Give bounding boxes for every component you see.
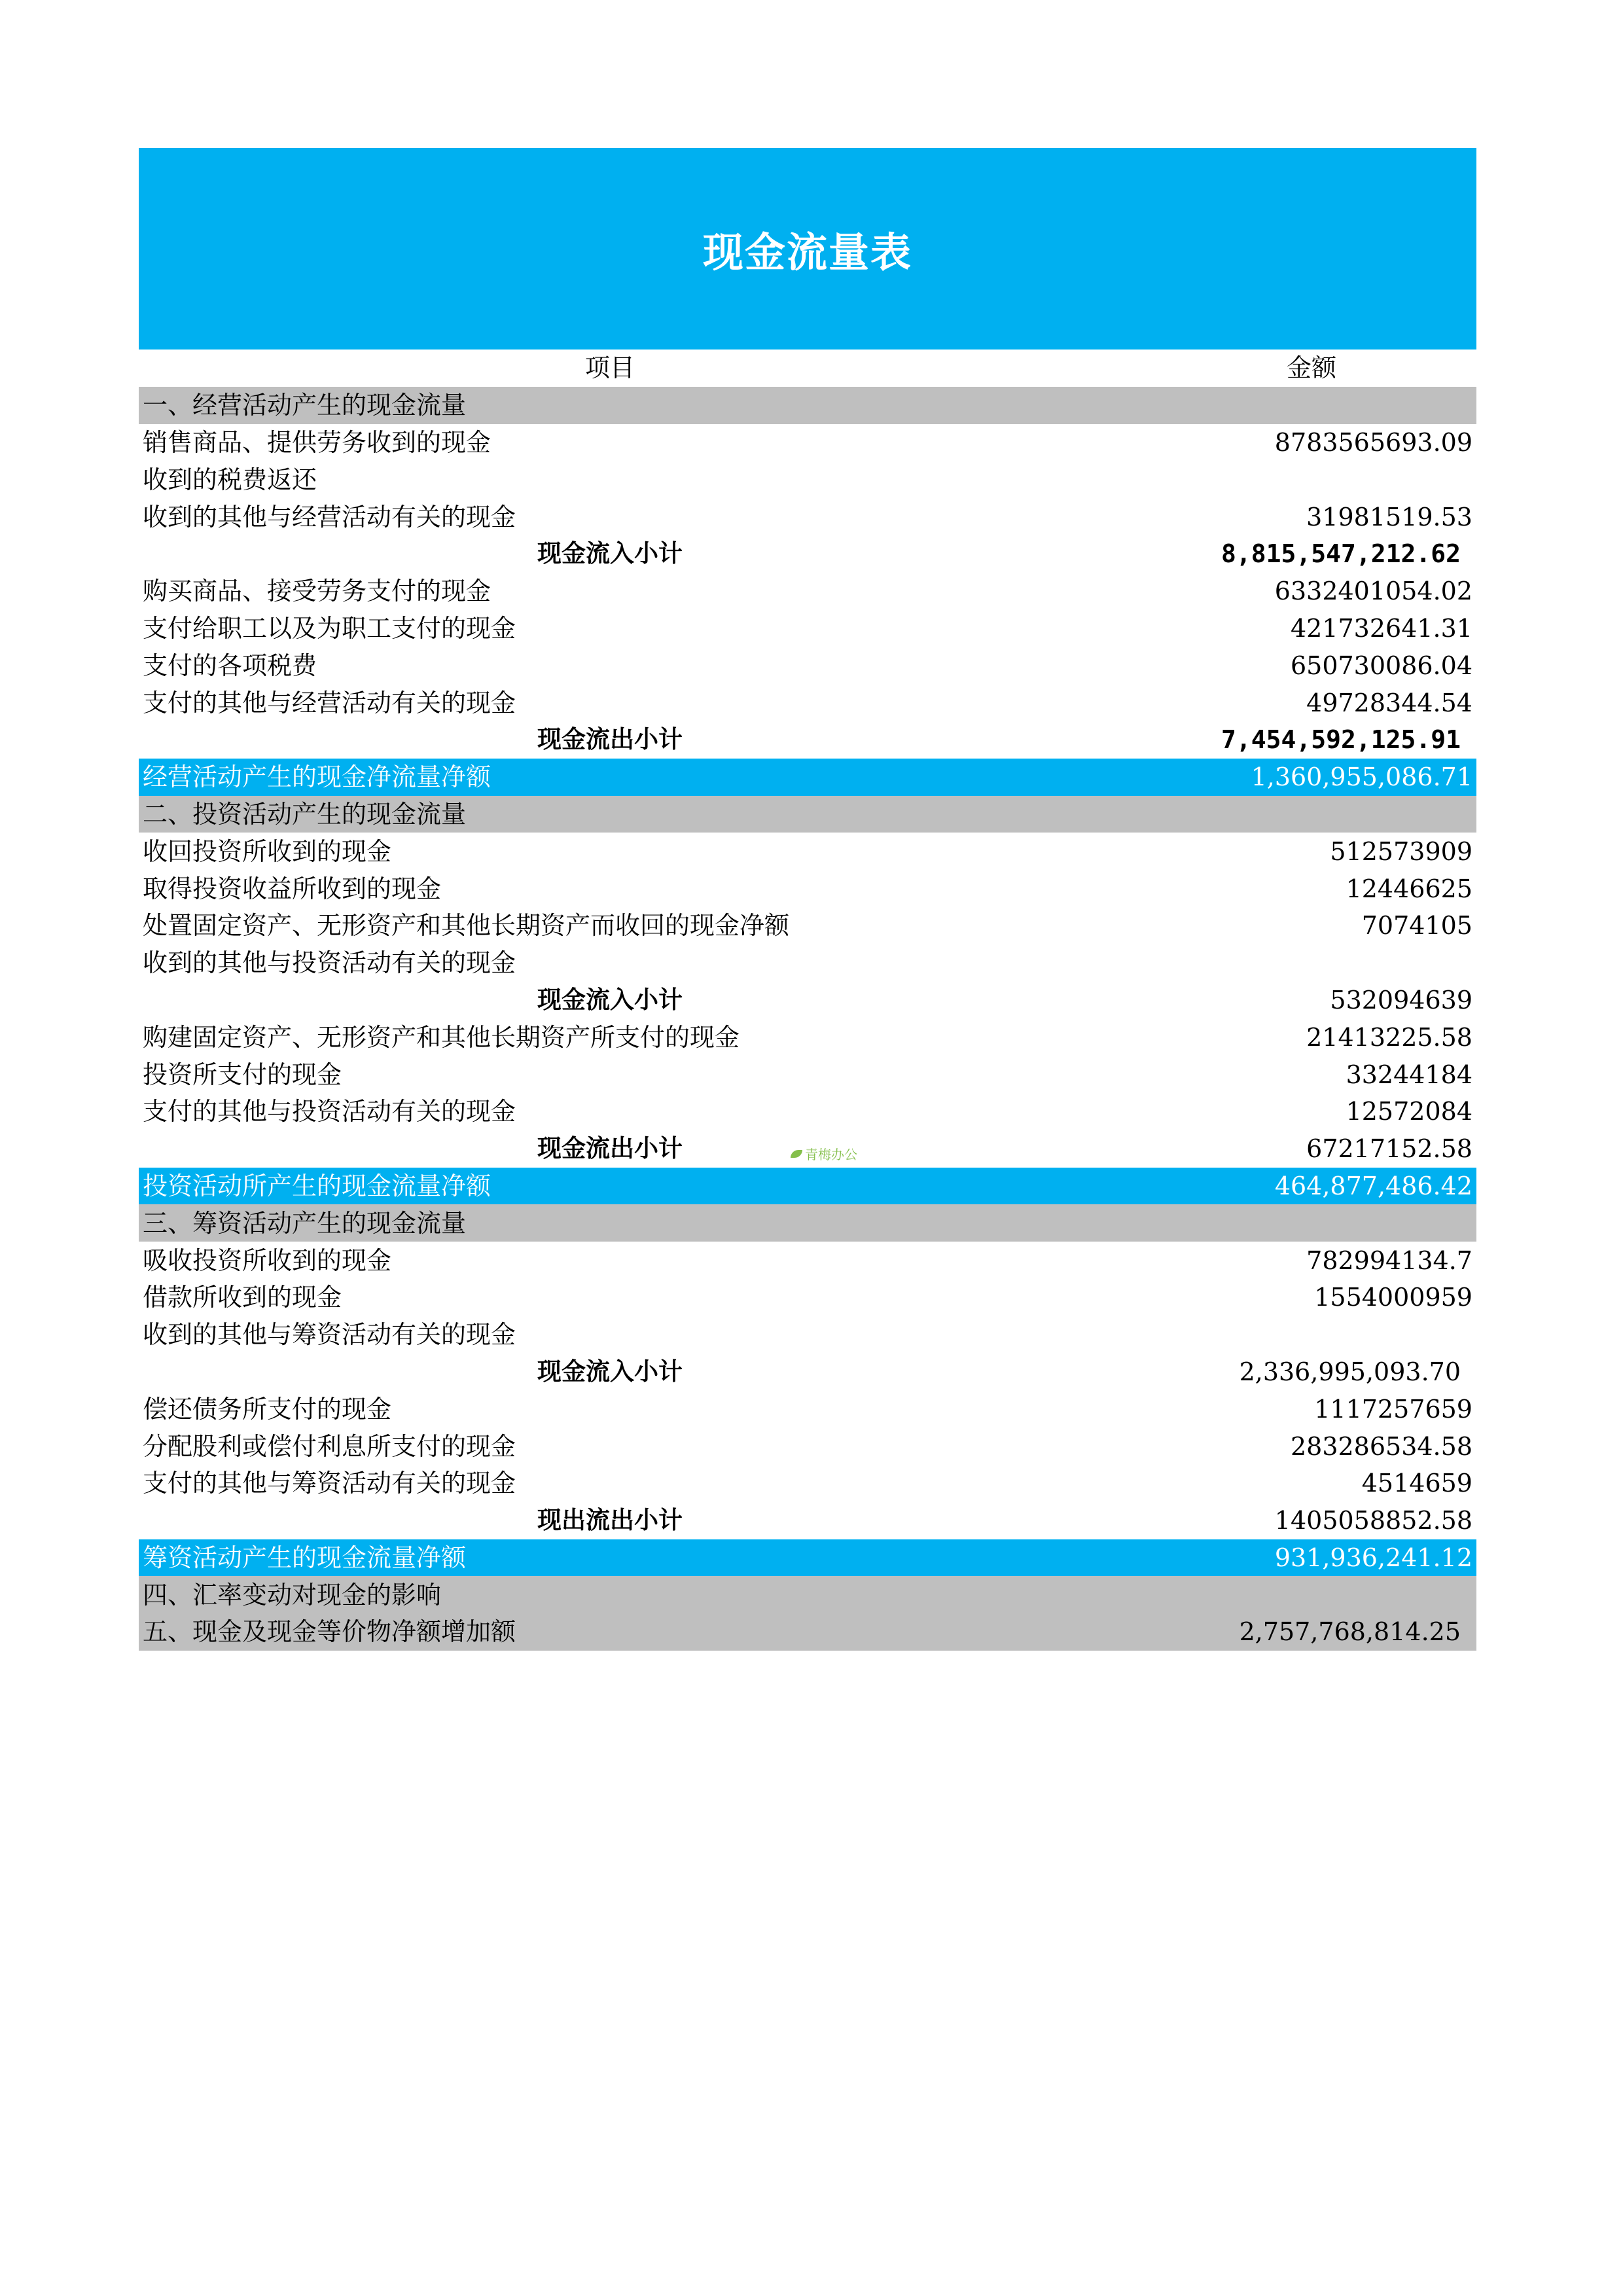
row-label: 支付的各项税费 — [143, 651, 317, 680]
table-header — [139, 350, 1476, 387]
row-value: 464,877,486.42 — [1274, 1171, 1472, 1200]
row-label: 三、筹资活动产生的现金流量 — [143, 1208, 467, 1238]
row-label: 筹资活动产生的现金流量净额 — [143, 1543, 467, 1572]
cash-flow-sheet — [139, 148, 1476, 1651]
subtotal-row — [139, 982, 1476, 1019]
table-row — [139, 1390, 1476, 1427]
row-value: 33244184 — [1346, 1060, 1472, 1089]
row-label: 经营活动产生的现金净流量净额 — [143, 762, 491, 792]
table-row — [139, 1279, 1476, 1316]
row-label: 收到的税费返还 — [143, 465, 317, 494]
table-row — [139, 498, 1476, 535]
row-value: 650730086.04 — [1290, 651, 1472, 680]
row-value: 2,336,995,093.70 — [1239, 1357, 1461, 1386]
row-value: 512573909 — [1330, 836, 1472, 866]
section-row — [139, 1613, 1476, 1651]
row-value: 1117257659 — [1314, 1394, 1472, 1424]
table-row — [139, 1018, 1476, 1056]
row-label: 现金流入小计 — [537, 985, 683, 1014]
row-label: 处置固定资产、无形资产和其他长期资产而收回的现金净额 — [143, 911, 790, 941]
row-label: 投资所支付的现金 — [143, 1060, 342, 1089]
header-item: 项目 — [584, 353, 635, 383]
row-label: 二、投资活动产生的现金流量 — [143, 799, 467, 829]
table-row — [139, 424, 1476, 461]
row-label: 支付的其他与投资活动有关的现金 — [143, 1097, 516, 1126]
row-label: 吸收投资所收到的现金 — [143, 1246, 392, 1275]
leaf-icon — [791, 1150, 802, 1158]
table-row — [139, 573, 1476, 610]
row-value: 12572084 — [1346, 1097, 1472, 1126]
row-label: 支付的其他与经营活动有关的现金 — [143, 688, 516, 717]
row-label: 购买商品、接受劳务支付的现金 — [143, 577, 491, 606]
table-row — [139, 1093, 1476, 1130]
table-row — [139, 684, 1476, 721]
table-row — [139, 647, 1476, 684]
table-row — [139, 870, 1476, 907]
row-label: 现出流出小计 — [537, 1506, 683, 1535]
row-label: 支付的其他与筹资活动有关的现金 — [143, 1469, 516, 1498]
row-label: 四、汇率变动对现金的影响 — [143, 1580, 442, 1609]
row-label: 现金流出小计 — [537, 1134, 683, 1163]
row-value: 1554000959 — [1314, 1283, 1472, 1312]
row-value: 6332401054.02 — [1274, 577, 1472, 606]
net-total-row — [139, 1539, 1476, 1577]
row-value: 421732641.31 — [1290, 613, 1472, 643]
row-value: 49728344.54 — [1306, 688, 1472, 717]
row-label: 偿还债务所支付的现金 — [143, 1394, 392, 1424]
table-row — [139, 944, 1476, 982]
header-amount: 金额 — [1286, 353, 1336, 383]
row-value: 782994134.7 — [1306, 1246, 1472, 1275]
net-total-row — [139, 1168, 1476, 1205]
net-total-row — [139, 759, 1476, 796]
row-label: 收回投资所收到的现金 — [143, 836, 392, 866]
row-label: 现金流入小计 — [537, 539, 683, 568]
table-row — [139, 1316, 1476, 1354]
row-label: 收到的其他与经营活动有关的现金 — [143, 502, 516, 531]
table-row — [139, 907, 1476, 944]
table-row — [139, 1465, 1476, 1502]
subtotal-row — [139, 535, 1476, 573]
row-value: 8783565693.09 — [1274, 427, 1472, 457]
row-label: 支付给职工以及为职工支付的现金 — [143, 613, 516, 643]
subtotal-row — [139, 721, 1476, 759]
row-value: 67217152.58 — [1306, 1134, 1472, 1164]
watermark-text: 青梅办公 — [805, 1147, 857, 1162]
row-label: 现金流出小计 — [537, 725, 683, 754]
table-body — [139, 387, 1476, 1651]
row-value: 1,360,955,086.71 — [1251, 762, 1472, 792]
row-label: 销售商品、提供劳务收到的现金 — [143, 427, 491, 457]
row-value: 21413225.58 — [1306, 1022, 1472, 1052]
row-label: 分配股利或偿付利息所支付的现金 — [143, 1431, 516, 1461]
title-band — [139, 148, 1476, 350]
row-value: 31981519.53 — [1306, 502, 1472, 531]
row-value: 532094639 — [1330, 985, 1472, 1014]
row-label: 借款所收到的现金 — [143, 1283, 342, 1312]
section-row — [139, 796, 1476, 833]
section-row — [139, 1204, 1476, 1242]
row-label: 取得投资收益所收到的现金 — [143, 874, 442, 903]
section-row — [139, 1576, 1476, 1613]
table-row — [139, 833, 1476, 870]
subtotal-row — [139, 1354, 1476, 1391]
row-value: 283286534.58 — [1290, 1431, 1472, 1461]
table-row — [139, 461, 1476, 498]
row-value: 2,757,768,814.25 — [1239, 1617, 1461, 1647]
row-label: 一、经营活动产生的现金流量 — [143, 391, 467, 420]
watermark — [791, 1144, 857, 1163]
page-title: 现金流量表 — [702, 228, 912, 276]
row-value: 7074105 — [1361, 911, 1472, 941]
subtotal-row — [139, 1502, 1476, 1539]
row-value: 7,454,592,125.91 — [1221, 725, 1461, 755]
row-label: 现金流入小计 — [537, 1357, 683, 1386]
row-label: 五、现金及现金等价物净额增加额 — [143, 1617, 516, 1647]
row-value: 12446625 — [1346, 874, 1472, 903]
row-value: 931,936,241.12 — [1274, 1543, 1472, 1572]
row-value: 8,815,547,212.62 — [1221, 539, 1461, 569]
row-label: 投资活动所产生的现金流量净额 — [143, 1171, 491, 1200]
table-row — [139, 1056, 1476, 1093]
row-label: 购建固定资产、无形资产和其他长期资产所支付的现金 — [143, 1022, 740, 1052]
row-value: 1405058852.58 — [1274, 1506, 1472, 1535]
table-row — [139, 610, 1476, 647]
table-row — [139, 1242, 1476, 1279]
section-row — [139, 387, 1476, 424]
row-value: 4514659 — [1361, 1469, 1472, 1498]
row-label: 收到的其他与投资活动有关的现金 — [143, 948, 516, 978]
table-row — [139, 1427, 1476, 1465]
row-label: 收到的其他与筹资活动有关的现金 — [143, 1320, 516, 1350]
